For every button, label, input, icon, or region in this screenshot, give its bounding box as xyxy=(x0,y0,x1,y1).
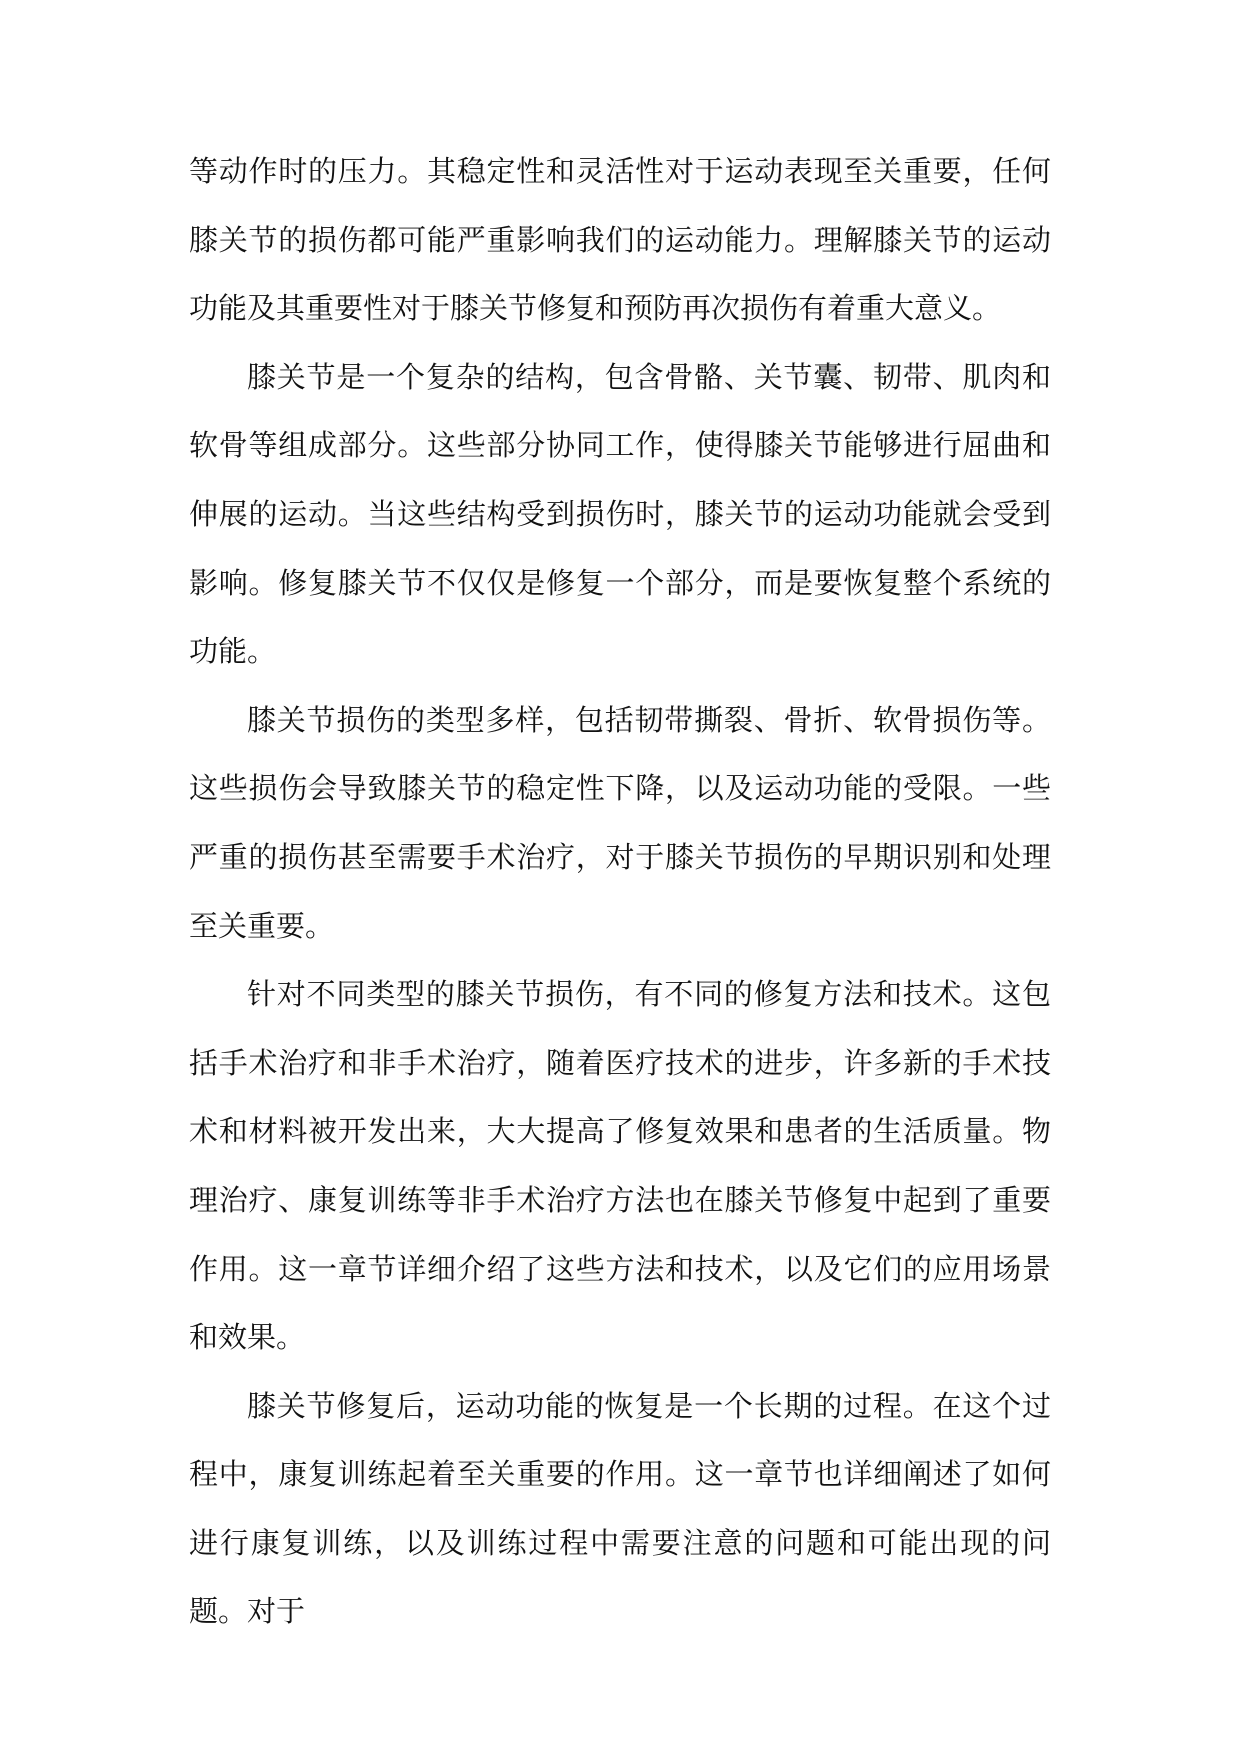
body-text xyxy=(189,137,1051,1646)
paragraph-3: 膝关节损伤的类型多样，包括韧带撕裂、骨折、软骨损伤等。这些损伤会导致膝关节的稳定性下降，以及运动功能的受限。一些严重的损伤甚至需要手术治疗，对于膝关节损伤的早期识别和处理至关重要。 xyxy=(189,702,1051,943)
paragraph-1: 等动作时的压力。其稳定性和灵活性对于运动表现至关重要，任何膝关节的损伤都可能严重影响我们的运动能力。理解膝关节的运动功能及其重要性对于膝关节修复和预防再次损伤有着重大意义。 xyxy=(189,154,1051,326)
paragraph-2: 膝关节是一个复杂的结构，包含骨骼、关节囊、韧带、肌肉和软骨等组成部分。这些部分协同工作，使得膝关节能够进行屈曲和伸展的运动。当这些结构受到损伤时，膝关节的运动功能就会受到影响。修复膝关节不仅仅是修复一个部分，而是要恢复整个系统的功能。 xyxy=(189,359,1051,669)
paragraph-4: 针对不同类型的膝关节损伤，有不同的修复方法和技术。这包括手术治疗和非手术治疗，随着医疗技术的进步，许多新的手术技术和材料被开发出来，大大提高了修复效果和患者的生活质量。物理治疗、康复训练等非手术治疗方法也在膝关节修复中起到了重要作用。这一章节详细介绍了这些方法和技术，以及它们的应用场景和效果。 xyxy=(189,977,1051,1355)
paragraph-5: 膝关节修复后，运动功能的恢复是一个长期的过程。在这个过程中，康复训练起着至关重要的作用。这一章节也详细阐述了如何进行康复训练，以及训练过程中需要注意的问题和可能出现的问题。对于 xyxy=(189,1388,1051,1629)
